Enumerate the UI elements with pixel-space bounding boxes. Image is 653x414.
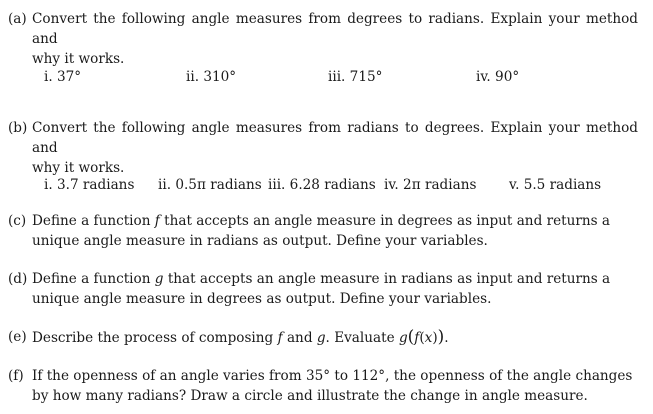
part-a-item-4: iv. 90°: [476, 69, 520, 85]
part-d-line-2: unique angle measure in degrees as output. Define your variables.: [32, 291, 492, 307]
composition-open-outer: (: [407, 327, 415, 347]
part-a-line-2: why it works.: [32, 51, 125, 67]
composition-close-outer: ): [437, 327, 445, 347]
part-a-item-2: ii. 310°: [186, 69, 237, 85]
composition-open-inner: (: [419, 330, 425, 346]
part-c-line-2: unique angle measure in radians as output. Define your variables.: [32, 233, 488, 249]
part-b-prompt: [32, 118, 638, 178]
composition-x: x: [424, 330, 433, 346]
part-f: [8, 366, 638, 406]
composition-close-inner: ): [432, 330, 438, 346]
composition-g: g: [398, 330, 408, 346]
part-b: [8, 118, 638, 178]
part-f-prompt: [32, 366, 638, 406]
part-e: [8, 327, 638, 348]
part-c-line-1: [32, 211, 638, 231]
part-c-post: that accepts an angle measure in degrees as input and returns a: [164, 213, 611, 229]
part-f-line-2: by how many radians? Draw a circle and illustrate the change in angle measure.: [32, 388, 588, 404]
part-b-item-5: v. 5.5 radians: [509, 177, 602, 193]
part-d-post: that accepts an angle measure in radians as input and returns a: [167, 271, 611, 287]
part-a-item-3: iii. 715°: [328, 69, 383, 85]
part-a: [8, 9, 638, 69]
part-e-mid: and: [286, 330, 313, 346]
part-a-prompt: [32, 9, 638, 69]
part-c: [8, 211, 638, 251]
part-a-item-1: i. 37°: [44, 69, 82, 85]
part-b-item-3: iii. 6.28 radians: [268, 177, 376, 193]
composition-f: f: [414, 330, 420, 346]
part-d-line-1: [32, 269, 638, 289]
composition-expression: [398, 327, 445, 347]
part-b-line-1: Convert the following angle measures from radians to degrees. Explain your method and: [32, 120, 638, 156]
part-e-end: .: [444, 330, 449, 346]
function-g-symbol: g: [154, 271, 164, 287]
part-e-evaluate: . Evaluate: [325, 330, 395, 346]
part-f-tag: (f): [8, 368, 24, 384]
part-d-tag: (d): [8, 271, 28, 287]
part-b-line-2: why it works.: [32, 160, 125, 176]
part-a-line-1: Convert the following angle measures from degrees to radians. Explain your method and: [32, 11, 638, 47]
part-d-pre: Define a function: [32, 271, 151, 287]
part-e-pre: Describe the process of composing: [32, 330, 274, 346]
part-b-item-1: i. 3.7 radians: [44, 177, 135, 193]
part-c-tag: (c): [8, 213, 27, 229]
part-a-tag: (a): [8, 11, 27, 27]
part-d-prompt: [32, 269, 638, 309]
part-e-tag: (e): [8, 329, 27, 345]
part-c-prompt: [32, 211, 638, 251]
part-c-pre: Define a function: [32, 213, 151, 229]
part-e-f-symbol: f: [277, 330, 283, 346]
part-b-item-2: ii. 0.5π radians: [158, 177, 262, 193]
part-f-line-1: If the openness of an angle varies from 35° to 112°, the openness of the angle changes: [32, 368, 633, 384]
part-b-tag: (b): [8, 120, 28, 136]
part-e-g-symbol: g: [316, 330, 326, 346]
part-d: [8, 269, 638, 309]
function-f-symbol: f: [154, 213, 160, 229]
part-e-prompt: [32, 327, 638, 348]
part-b-item-4: iv. 2π radians: [384, 177, 477, 193]
